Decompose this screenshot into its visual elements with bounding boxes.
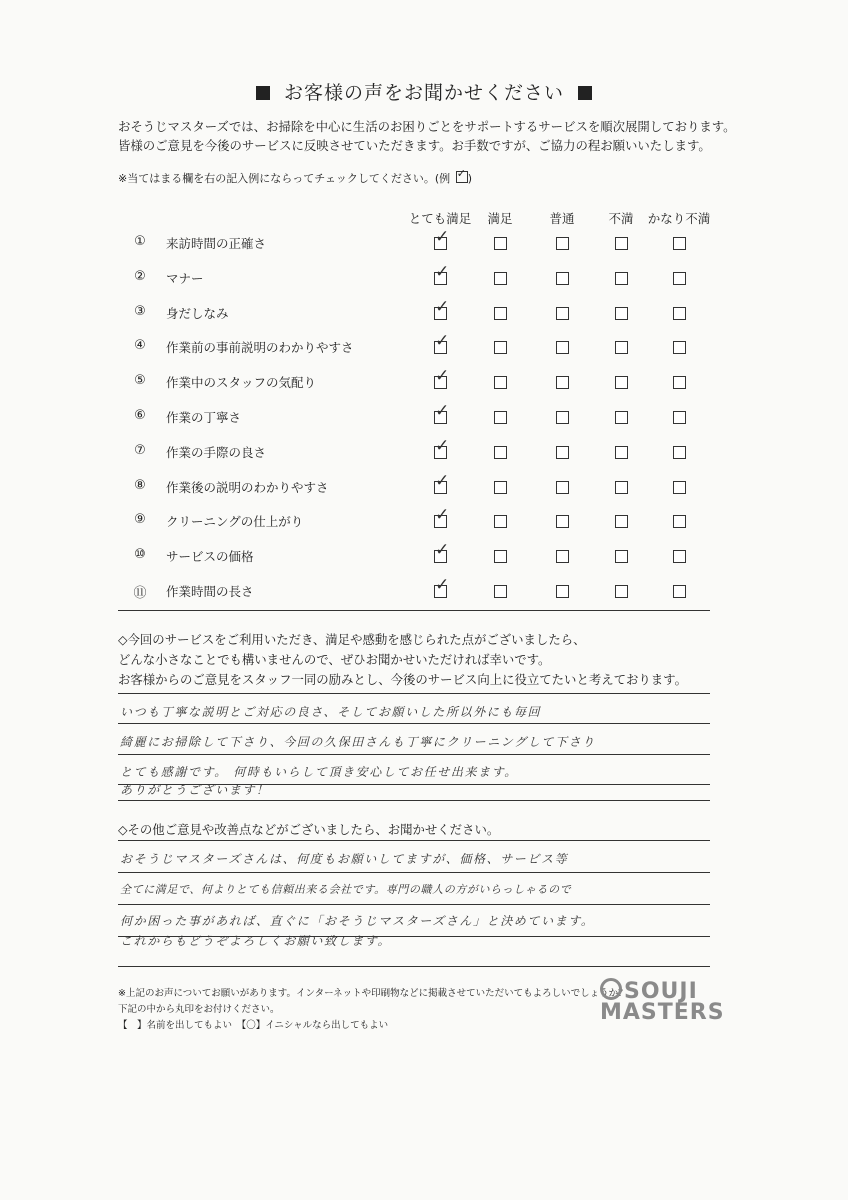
rating-checkbox[interactable] bbox=[556, 411, 569, 424]
rating-checkbox[interactable] bbox=[494, 272, 507, 285]
row-number: ⑤ bbox=[134, 373, 146, 389]
rating-checkbox[interactable] bbox=[615, 585, 628, 598]
checkmark-icon: ✓ bbox=[435, 435, 450, 456]
answer-line bbox=[118, 800, 710, 801]
rating-checkbox[interactable] bbox=[673, 237, 686, 250]
checkmark-icon: ✓ bbox=[435, 540, 450, 561]
handwritten-answer-2: おそうじマスターズさんは、何度もお願いしてますが、価格、サービス等 bbox=[120, 852, 569, 866]
row-label: 作業の丁寧さ bbox=[166, 410, 242, 425]
handwritten-answer-2: 全てに満足で、何よりとても信頼出来る会社です。専門の職人の方がいらっしゃるので bbox=[120, 883, 572, 896]
rating-checkbox[interactable] bbox=[556, 307, 569, 320]
rating-checkbox[interactable] bbox=[556, 550, 569, 563]
checkmark-icon: ✓ bbox=[435, 296, 450, 317]
rating-checkbox[interactable] bbox=[494, 446, 507, 459]
column-header: 満足 bbox=[487, 211, 513, 226]
checkmark-icon: ✓ bbox=[435, 505, 450, 526]
divider bbox=[118, 610, 710, 611]
checkmark-icon: ✓ bbox=[435, 470, 450, 491]
rating-checkbox[interactable] bbox=[673, 446, 686, 459]
rating-checkbox[interactable] bbox=[494, 376, 507, 389]
souji-masters-logo: SOUJI MASTERS bbox=[600, 979, 725, 1025]
handwritten-answer-1: 綺麗にお掃除して下さり、今回の久保田さんも丁寧にクリーニングして下さり bbox=[120, 735, 596, 749]
footer-note: 下記の中から丸印をお付けください。 bbox=[118, 1004, 280, 1015]
rating-checkbox[interactable] bbox=[494, 515, 507, 528]
question-1: ◇今回のサービスをご利用いただき、満足や感動を感じられた点がございましたら、 どんな小さなことでも構いませんので、ぜひお聞かせいただければ幸いです。 お客様からのご意見をスタッフ一同の励みとし、今後のサービス向上に役立てたいと考えております。 bbox=[118, 632, 687, 687]
example-checkbox-icon bbox=[456, 171, 468, 183]
row-number: ② bbox=[134, 268, 146, 284]
instruction-note: ※当てはまる欄を右の記入例にならってチェックしてください。(例 ✓ ) bbox=[118, 170, 472, 186]
row-number: ① bbox=[134, 234, 146, 249]
row-label: 作業前の事前説明のわかりやすさ bbox=[166, 340, 354, 356]
rating-checkbox[interactable] bbox=[615, 376, 628, 389]
checkmark-icon: ✓ bbox=[435, 401, 450, 421]
rating-checkbox[interactable] bbox=[615, 481, 628, 494]
answer-line bbox=[118, 754, 710, 755]
row-label: マナー bbox=[166, 270, 204, 286]
rating-checkbox[interactable] bbox=[494, 411, 507, 424]
row-number: ⑨ bbox=[134, 512, 146, 528]
rating-checkbox[interactable] bbox=[673, 341, 686, 354]
rating-checkbox[interactable] bbox=[673, 515, 686, 528]
rating-checkbox[interactable] bbox=[615, 341, 628, 354]
handwritten-answer-1: いつも丁寧な説明とご対応の良さ、そしてお願いした所以外にも毎回 bbox=[120, 705, 542, 719]
rating-checkbox[interactable] bbox=[494, 237, 507, 250]
square-bullet-icon bbox=[578, 86, 592, 100]
rating-checkbox[interactable] bbox=[615, 237, 628, 250]
rating-checkbox[interactable] bbox=[556, 515, 569, 528]
page-title: お客様の声をお聞かせください bbox=[0, 78, 848, 105]
answer-line bbox=[118, 872, 710, 873]
row-number: ④ bbox=[134, 338, 146, 354]
rating-checkbox[interactable] bbox=[556, 237, 569, 250]
checkmark-icon: ✓ bbox=[435, 366, 450, 387]
checkmark-icon: ✓ bbox=[435, 575, 450, 595]
row-label: 作業の手際の良さ bbox=[166, 444, 267, 460]
rating-checkbox[interactable] bbox=[673, 585, 686, 598]
rating-checkbox[interactable] bbox=[556, 446, 569, 459]
answer-line bbox=[118, 723, 710, 724]
rating-checkbox[interactable] bbox=[673, 376, 686, 389]
rating-checkbox[interactable] bbox=[556, 272, 569, 285]
column-header: 不満 bbox=[608, 211, 634, 226]
handwritten-answer-2: これからもどうぞよろしくお願い致します。 bbox=[120, 934, 392, 948]
rating-checkbox[interactable] bbox=[556, 481, 569, 494]
rating-checkbox[interactable] bbox=[673, 307, 686, 320]
rating-checkbox[interactable] bbox=[615, 307, 628, 320]
row-number: ⑩ bbox=[134, 547, 146, 563]
row-label: 作業後の説明のわかりやすさ bbox=[166, 479, 329, 495]
rating-checkbox[interactable] bbox=[615, 550, 628, 563]
rating-checkbox[interactable] bbox=[673, 481, 686, 494]
square-bullet-icon bbox=[256, 86, 270, 100]
checkmark-icon: ✓ bbox=[435, 261, 450, 282]
footer-note: ※上記のお声についてお願いがあります。インターネットや印刷物などに掲載させていただいてもよろしいでしょうか？ bbox=[118, 988, 628, 999]
row-number: ⑦ bbox=[134, 442, 146, 458]
answer-line bbox=[118, 693, 710, 694]
rating-checkbox[interactable] bbox=[556, 376, 569, 389]
rating-checkbox[interactable] bbox=[556, 585, 569, 598]
row-number: ⑥ bbox=[134, 408, 146, 423]
column-header: 普通 bbox=[549, 211, 575, 226]
row-label: クリーニングの仕上がり bbox=[166, 514, 304, 530]
checkmark-icon: ✓ bbox=[435, 331, 450, 352]
checkmark-icon: ✓ bbox=[435, 227, 450, 247]
question-2: ◇その他ご意見や改善点などがございましたら、お聞かせください。 bbox=[118, 822, 500, 837]
rating-checkbox[interactable] bbox=[494, 550, 507, 563]
handwritten-answer-2: 何か困った事があれば、直ぐに「おそうじマスターズさん」と決めています。 bbox=[120, 914, 595, 928]
column-header: とても満足 bbox=[408, 211, 472, 226]
answer-line bbox=[118, 904, 710, 905]
row-number: ⑧ bbox=[134, 477, 146, 493]
row-number: ⑪ bbox=[133, 586, 147, 601]
answer-line bbox=[118, 966, 710, 967]
row-label: サービスの価格 bbox=[166, 549, 254, 565]
rating-checkbox[interactable] bbox=[556, 341, 569, 354]
footer-options: 【 】名前を出してもよい 【〇】イニシャルなら出してもよい bbox=[118, 1020, 389, 1031]
rating-checkbox[interactable] bbox=[615, 411, 628, 424]
intro-text: おそうじマスターズでは、お掃除を中心に生活のお困りごとをサポートするサービスを順次展開しております。 皆様のご意見を今後のサービスに反映させていただきます。お手数ですが、ご協力の程お願いいたします。 bbox=[118, 119, 736, 153]
row-number: ③ bbox=[134, 303, 146, 319]
handwritten-answer-1: とても感謝です。 何時もいらして頂き安心してお任せ出来ます。 bbox=[120, 765, 518, 779]
logo-o-icon bbox=[600, 978, 622, 1000]
row-label: 来訪時間の正確さ bbox=[166, 236, 267, 251]
column-header: かなり不満 bbox=[647, 211, 711, 226]
rating-checkbox[interactable] bbox=[615, 515, 628, 528]
rating-checkbox[interactable] bbox=[494, 585, 507, 598]
rating-checkbox[interactable] bbox=[494, 307, 507, 320]
rating-checkbox[interactable] bbox=[673, 550, 686, 563]
row-label: 身だしなみ bbox=[166, 305, 229, 321]
rating-checkbox[interactable] bbox=[673, 411, 686, 424]
handwritten-answer-1: ありがとうございます！ bbox=[120, 783, 270, 797]
row-label: 作業時間の長さ bbox=[166, 584, 254, 599]
answer-line bbox=[118, 840, 710, 841]
rating-checkbox[interactable] bbox=[615, 446, 628, 459]
rating-checkbox[interactable] bbox=[615, 272, 628, 285]
rating-checkbox[interactable] bbox=[673, 272, 686, 285]
row-label: 作業中のスタッフの気配り bbox=[166, 375, 317, 391]
rating-checkbox[interactable] bbox=[494, 341, 507, 354]
rating-checkbox[interactable] bbox=[494, 481, 507, 494]
